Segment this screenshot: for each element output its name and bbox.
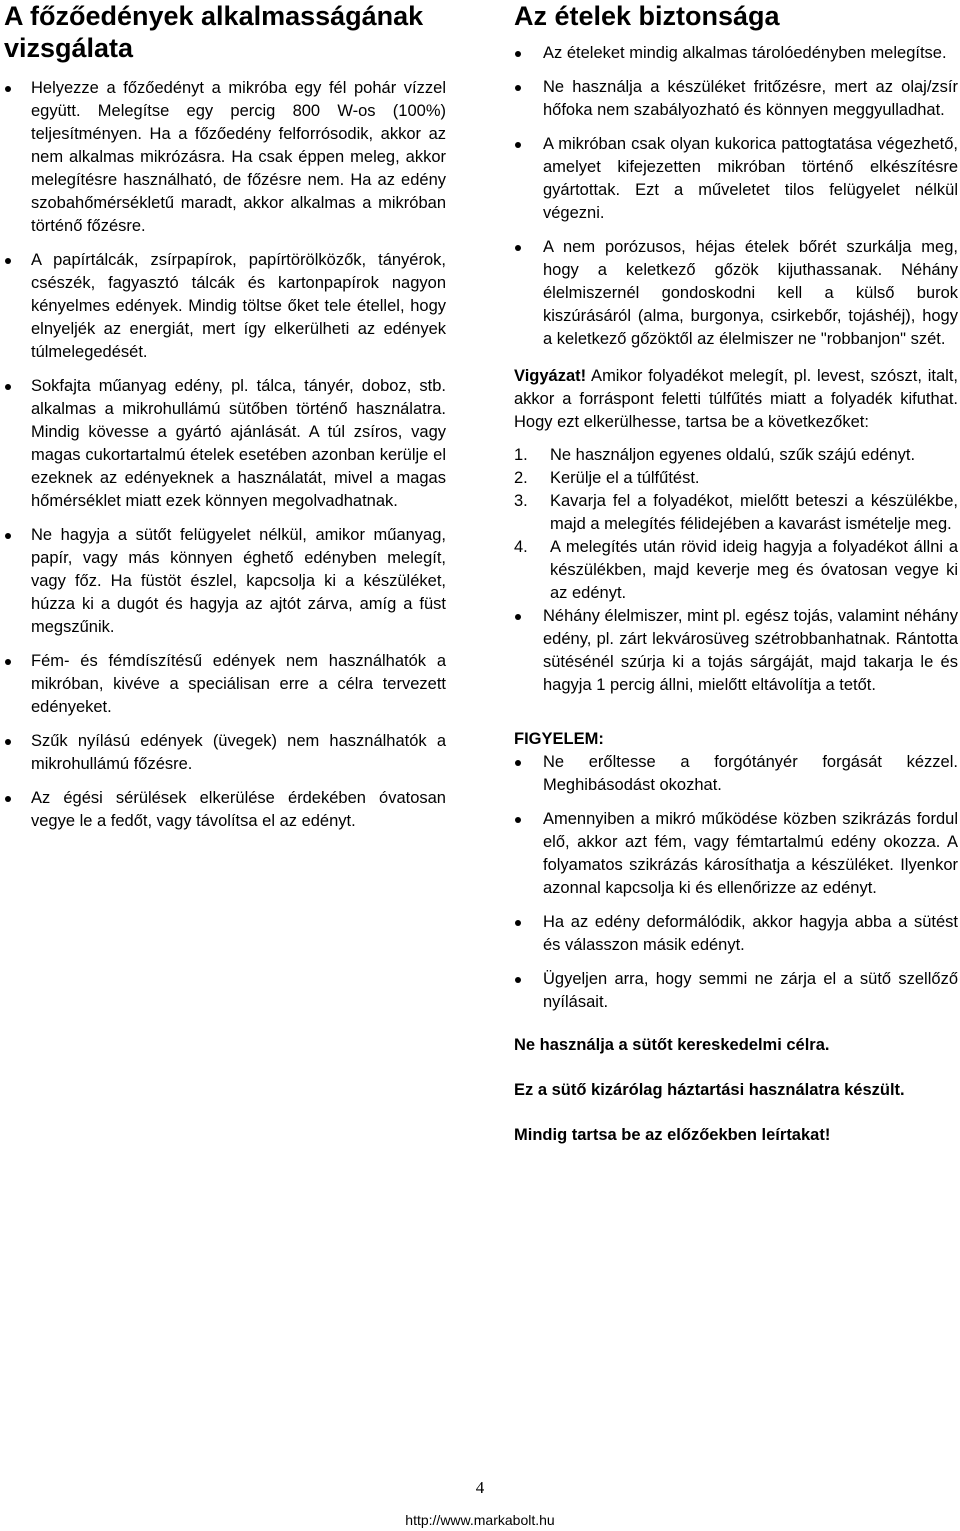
warning-paragraph [514, 365, 958, 434]
list-item: Ügyeljen arra, hogy semmi ne zárja el a sütő szellőző nyílásait. [514, 968, 958, 1014]
step-number: 4. [514, 538, 528, 556]
attention-list [514, 751, 958, 1014]
list-item: A mikróban csak olyan kukorica pattogtatása végezhető, amelyet kifejezetten mikróban történő elkészítésre gyártottak. Ezt a műveletet tilos felügyelet nélkül végezni. [514, 133, 958, 225]
list-item: Az ételeket mindig alkalmas tárolóedényben melegítse. [514, 42, 958, 65]
warning-label: Vigyázat! [514, 367, 587, 385]
step-text: Kavarja fel a folyadékot, mielőtt beteszi a készülékbe, majd a melegítés félidejében a kavarást ismételje meg. [550, 492, 958, 533]
step-item [514, 490, 958, 536]
list-item: Helyezze a főzőedényt a mikróba egy fél pohár vízzel együtt. Melegítse egy percig 800 W-os (100%) teljesítményen. Ha a főzőedény felforrósodik, akkor az nem alkalmas mikrózásra. Ha csak éppen meleg, akkor melegítésre használható, de főzésre nem. Ha az edény szobahőmérsékletű maradt, akkor alkalmas a mikróban történő főzésre. [4, 77, 446, 238]
list-item: Amennyiben a mikró működése közben szikrázás fordul elő, akkor azt fém, vagy fémtartalmú edény okozza. A folyamatos szikrázás károsíthatja a készüléket. Ilyenkor azonnal kapcsolja ki és ellenőrizze az edényt. [514, 808, 958, 900]
footer-url: http://www.markabolt.hu [405, 1512, 555, 1528]
step-text: Kerülje el a túlfűtést. [550, 469, 700, 487]
left-column [4, 0, 446, 844]
follow-instructions-note: Mindig tartsa be az előzőekben leírtakat! [514, 1126, 831, 1144]
list-item: Néhány élelmiszer, mint pl. egész tojás, valamint néhány edény, pl. zárt lekvárosüveg szétrobbanhatnak. Rántotta sütésénél szúrja ki a tojás sárgáját, majd takarja le és hagyja 1 percig állni, mielőtt eltávolítja a tetőt. [514, 605, 958, 697]
list-item: A nem porózusos, héjas ételek bőrét szurkálja meg, hogy a keletkező gőzök kijuthassanak. Néhány élelmiszernél gondoskodni kell a külső burok kiszúrásáról (alma, burgonya, csirkebőr, tojáshéj), hogy a keletkező gőzöktől az élelmiszer ne "robbanjon" szét. [514, 236, 958, 351]
list-item: Szűk nyílású edények (üvegek) nem használhatók a mikrohullámú főzésre. [4, 730, 446, 776]
step-text: Ne használjon egyenes oldalú, szűk szájú edényt. [550, 446, 916, 464]
step-number: 2. [514, 469, 528, 487]
right-column [514, 0, 958, 1147]
list-item: Az égési sérülések elkerülése érdekében óvatosan vegye le a fedőt, vagy távolítsa el az edényt. [4, 787, 446, 833]
list-item: Fém- és fémdíszítésű edények nem használhatók a mikróban, kivéve a speciálisan erre a célra tervezett edényeket. [4, 650, 446, 719]
section-title-cookware: A főzőedények alkalmasságának vizsgálata [4, 1, 424, 63]
attention-heading: FIGYELEM: [514, 730, 604, 748]
step-item [514, 467, 958, 490]
step-text: A melegítés után rövid ideig hagyja a folyadékot állni a készülékben, majd keverje meg és óvatosan vegye ki az edényt. [550, 538, 958, 602]
step-item [514, 444, 958, 467]
commercial-use-note: Ne használja a sütőt kereskedelmi célra. [514, 1036, 830, 1054]
list-item: Ha az edény deformálódik, akkor hagyja abba a sütést és válasszon másik edényt. [514, 911, 958, 957]
list-item: Ne használja a készüléket fritőzésre, mert az olaj/zsír hőfoka nem szabályozható és könnyen meggyulladhat. [514, 76, 958, 122]
household-use-note: Ez a sütő kizárólag háztartási használatra készült. [514, 1081, 905, 1099]
warning-text: Amikor folyadékot melegít, pl. levest, szószt, italt, akkor a forráspont feletti túlfűtés miatt a folyadék kifuthat. Hogy ezt elkerülhesse, tartsa be a következőket: [514, 367, 958, 431]
egg-note-list [514, 605, 958, 697]
cookware-list [4, 77, 446, 833]
step-number: 3. [514, 492, 528, 510]
food-safety-list [514, 42, 958, 351]
list-item: Sokfajta műanyag edény, pl. tálca, tányér, doboz, stb. alkalmas a mikrohullámú sütőben történő használatra. Mindig kövesse a gyártó ajánlását. A túl zsíros, vagy magas cukortartalmú ételek esetében azonban kerülje el ezeknek az edényeknek a használatát, mivel a magas hőmérséklet miatt ezek könnyen megolvadhatnak. [4, 375, 446, 513]
list-item: Ne hagyja a sütőt felügyelet nélkül, amikor műanyag, papír, vagy más könnyen éghető edényben melegít, vagy főz. Ha füstöt észlel, kapcsolja ki a készüléket, húzza ki a dugót és hagyja az ajtót zárva, amíg a füst megszűnik. [4, 524, 446, 639]
page-number: 4 [475, 1478, 485, 1497]
section-title-food-safety: Az ételek biztonsága [514, 1, 780, 31]
list-item: A papírtálcák, zsírpapírok, papírtörölközők, tányérok, csészék, fagyasztó tálcák és kartonpapírok nagyon kényelmes edények. Mindig töltse őket tele étellel, hogy elnyeljék az energiát, mert így elkerülheti az edények túlmelegedését. [4, 249, 446, 364]
step-item [514, 536, 958, 605]
step-number: 1. [514, 446, 528, 464]
list-item: Ne erőltesse a forgótányér forgását kézzel. Meghibásodást okozhat. [514, 751, 958, 797]
steps-list [514, 444, 958, 605]
